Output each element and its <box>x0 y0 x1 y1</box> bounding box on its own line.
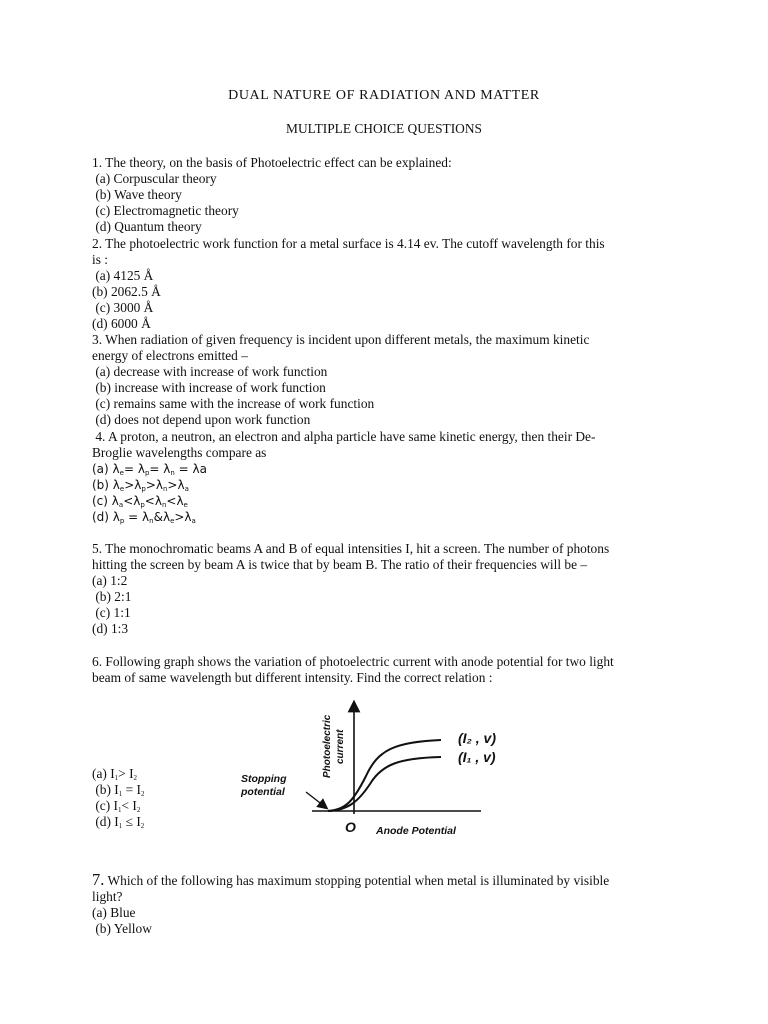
q7-option-b: (b) Yellow <box>92 921 152 936</box>
x-axis-label: Anode Potential <box>376 825 456 837</box>
q4-option-d: (d) $\lambda_p$ = $\lambda_n\&\lambda_e>\lambda_a$ <box>92 510 196 525</box>
q4-option-c: (c) $\lambda_a<\lambda_p<\lambda_n<\lambda_e$ <box>92 494 188 509</box>
q7-stem-line2: light? <box>92 889 123 904</box>
q6-stem-line1: 6. Following graph shows the variation of photoelectric current with anode potential for two light <box>92 654 614 669</box>
q1-option-b: (b) Wave theory <box>92 187 182 202</box>
q5-option-b: (b) 2:1 <box>92 589 132 604</box>
q5-stem-line1: 5. The monochromatic beams A and B of equal intensities I, hit a screen. The number of photons <box>92 541 610 556</box>
q2-stem-line1: 2. The photoelectric work function for a metal surface is 4.14 ev. The cutoff wavelength for this <box>92 236 605 251</box>
q3-option-b: (b) increase with increase of work function <box>92 380 326 395</box>
q6-option-b: (b) $I_1 = I_2$ <box>92 782 145 798</box>
q4-a-label: (a) <box>92 462 109 476</box>
q4-b-label: (b) <box>92 478 109 492</box>
page-title: DUAL NATURE OF RADIATION AND MATTER <box>228 88 540 103</box>
q2-option-b: (b) 2062.5 Å <box>92 284 161 299</box>
q4-d-label: (d) <box>92 510 109 524</box>
section-subtitle: MULTIPLE CHOICE QUESTIONS <box>286 121 482 136</box>
q1-stem: 1. The theory, on the basis of Photoelectric effect can be explained: <box>92 155 452 170</box>
stopping-arrow <box>306 792 324 806</box>
q7-stem-line1: 7. Which of the following has maximum stopping potential when metal is illuminated by visible <box>92 870 610 889</box>
q3-option-a: (a) decrease with increase of work function <box>92 364 328 379</box>
q6-option-c: (c) $I_1< I_2$ <box>92 798 141 814</box>
q3-stem-line2: energy of electrons emitted – <box>92 348 248 363</box>
q2-option-a: (a) 4125 Å <box>92 268 154 283</box>
curve-lower-label: (I₁ , v) <box>458 749 496 765</box>
q4-stem-line2: Broglie wavelengths compare as <box>92 445 267 460</box>
q6-option-d: (d) $I_1 \le I_2$ <box>92 814 145 830</box>
q5-option-a: (a) 1:2 <box>92 573 128 588</box>
q6-option-a: (a) $I_1> I_2$ <box>92 766 138 782</box>
q2-stem-line2: is : <box>92 252 108 267</box>
q4-option-b: (b) $\lambda_e>\lambda_p>\lambda_n>\lambda_a$ <box>92 478 189 493</box>
q1-option-d: (d) Quantum theory <box>92 219 202 234</box>
photoelectric-graph <box>236 698 526 840</box>
stopping-label-1: Stopping <box>241 773 287 785</box>
q7-option-a: (a) Blue <box>92 905 136 920</box>
q2-option-c: (c) 3000 Å <box>92 300 154 315</box>
q6-stem-line2: beam of same wavelength but different intensity. Find the correct relation : <box>92 670 493 685</box>
curve-upper-label: (I₂ , v) <box>458 730 497 746</box>
q2-option-d: (d) 6000 Å <box>92 316 151 331</box>
q3-stem-line1: 3. When radiation of given frequency is incident upon different metals, the maximum kinetic <box>92 332 590 347</box>
q4-stem-line1: 4. A proton, a neutron, an electron and alpha particle have same kinetic energy, then their De- <box>92 429 596 444</box>
curve-i1 <box>328 757 441 811</box>
q7-number: 7. <box>92 870 105 889</box>
q4-option-a: (a) $\lambda_e= \lambda_p= \lambda_n = \lambda a$ <box>92 462 207 477</box>
q1-option-a: (a) Corpuscular theory <box>92 171 217 186</box>
q3-option-d: (d) does not depend upon work function <box>92 412 311 427</box>
q5-option-d: (d) 1:3 <box>92 621 129 636</box>
origin-label: O <box>345 819 356 835</box>
stopping-label-2: potential <box>241 786 285 798</box>
y-axis-label-2: current <box>335 729 346 764</box>
q5-stem-line2: hitting the screen by beam A is twice that by beam B. The ratio of their frequencies will be – <box>92 557 588 572</box>
q3-option-c: (c) remains same with the increase of work function <box>92 396 375 411</box>
y-axis-label-1: Photoelectric <box>322 714 333 778</box>
q5-option-c: (c) 1:1 <box>92 605 131 620</box>
q4-c-label: (c) <box>92 494 108 508</box>
q1-option-c: (c) Electromagnetic theory <box>92 203 239 218</box>
